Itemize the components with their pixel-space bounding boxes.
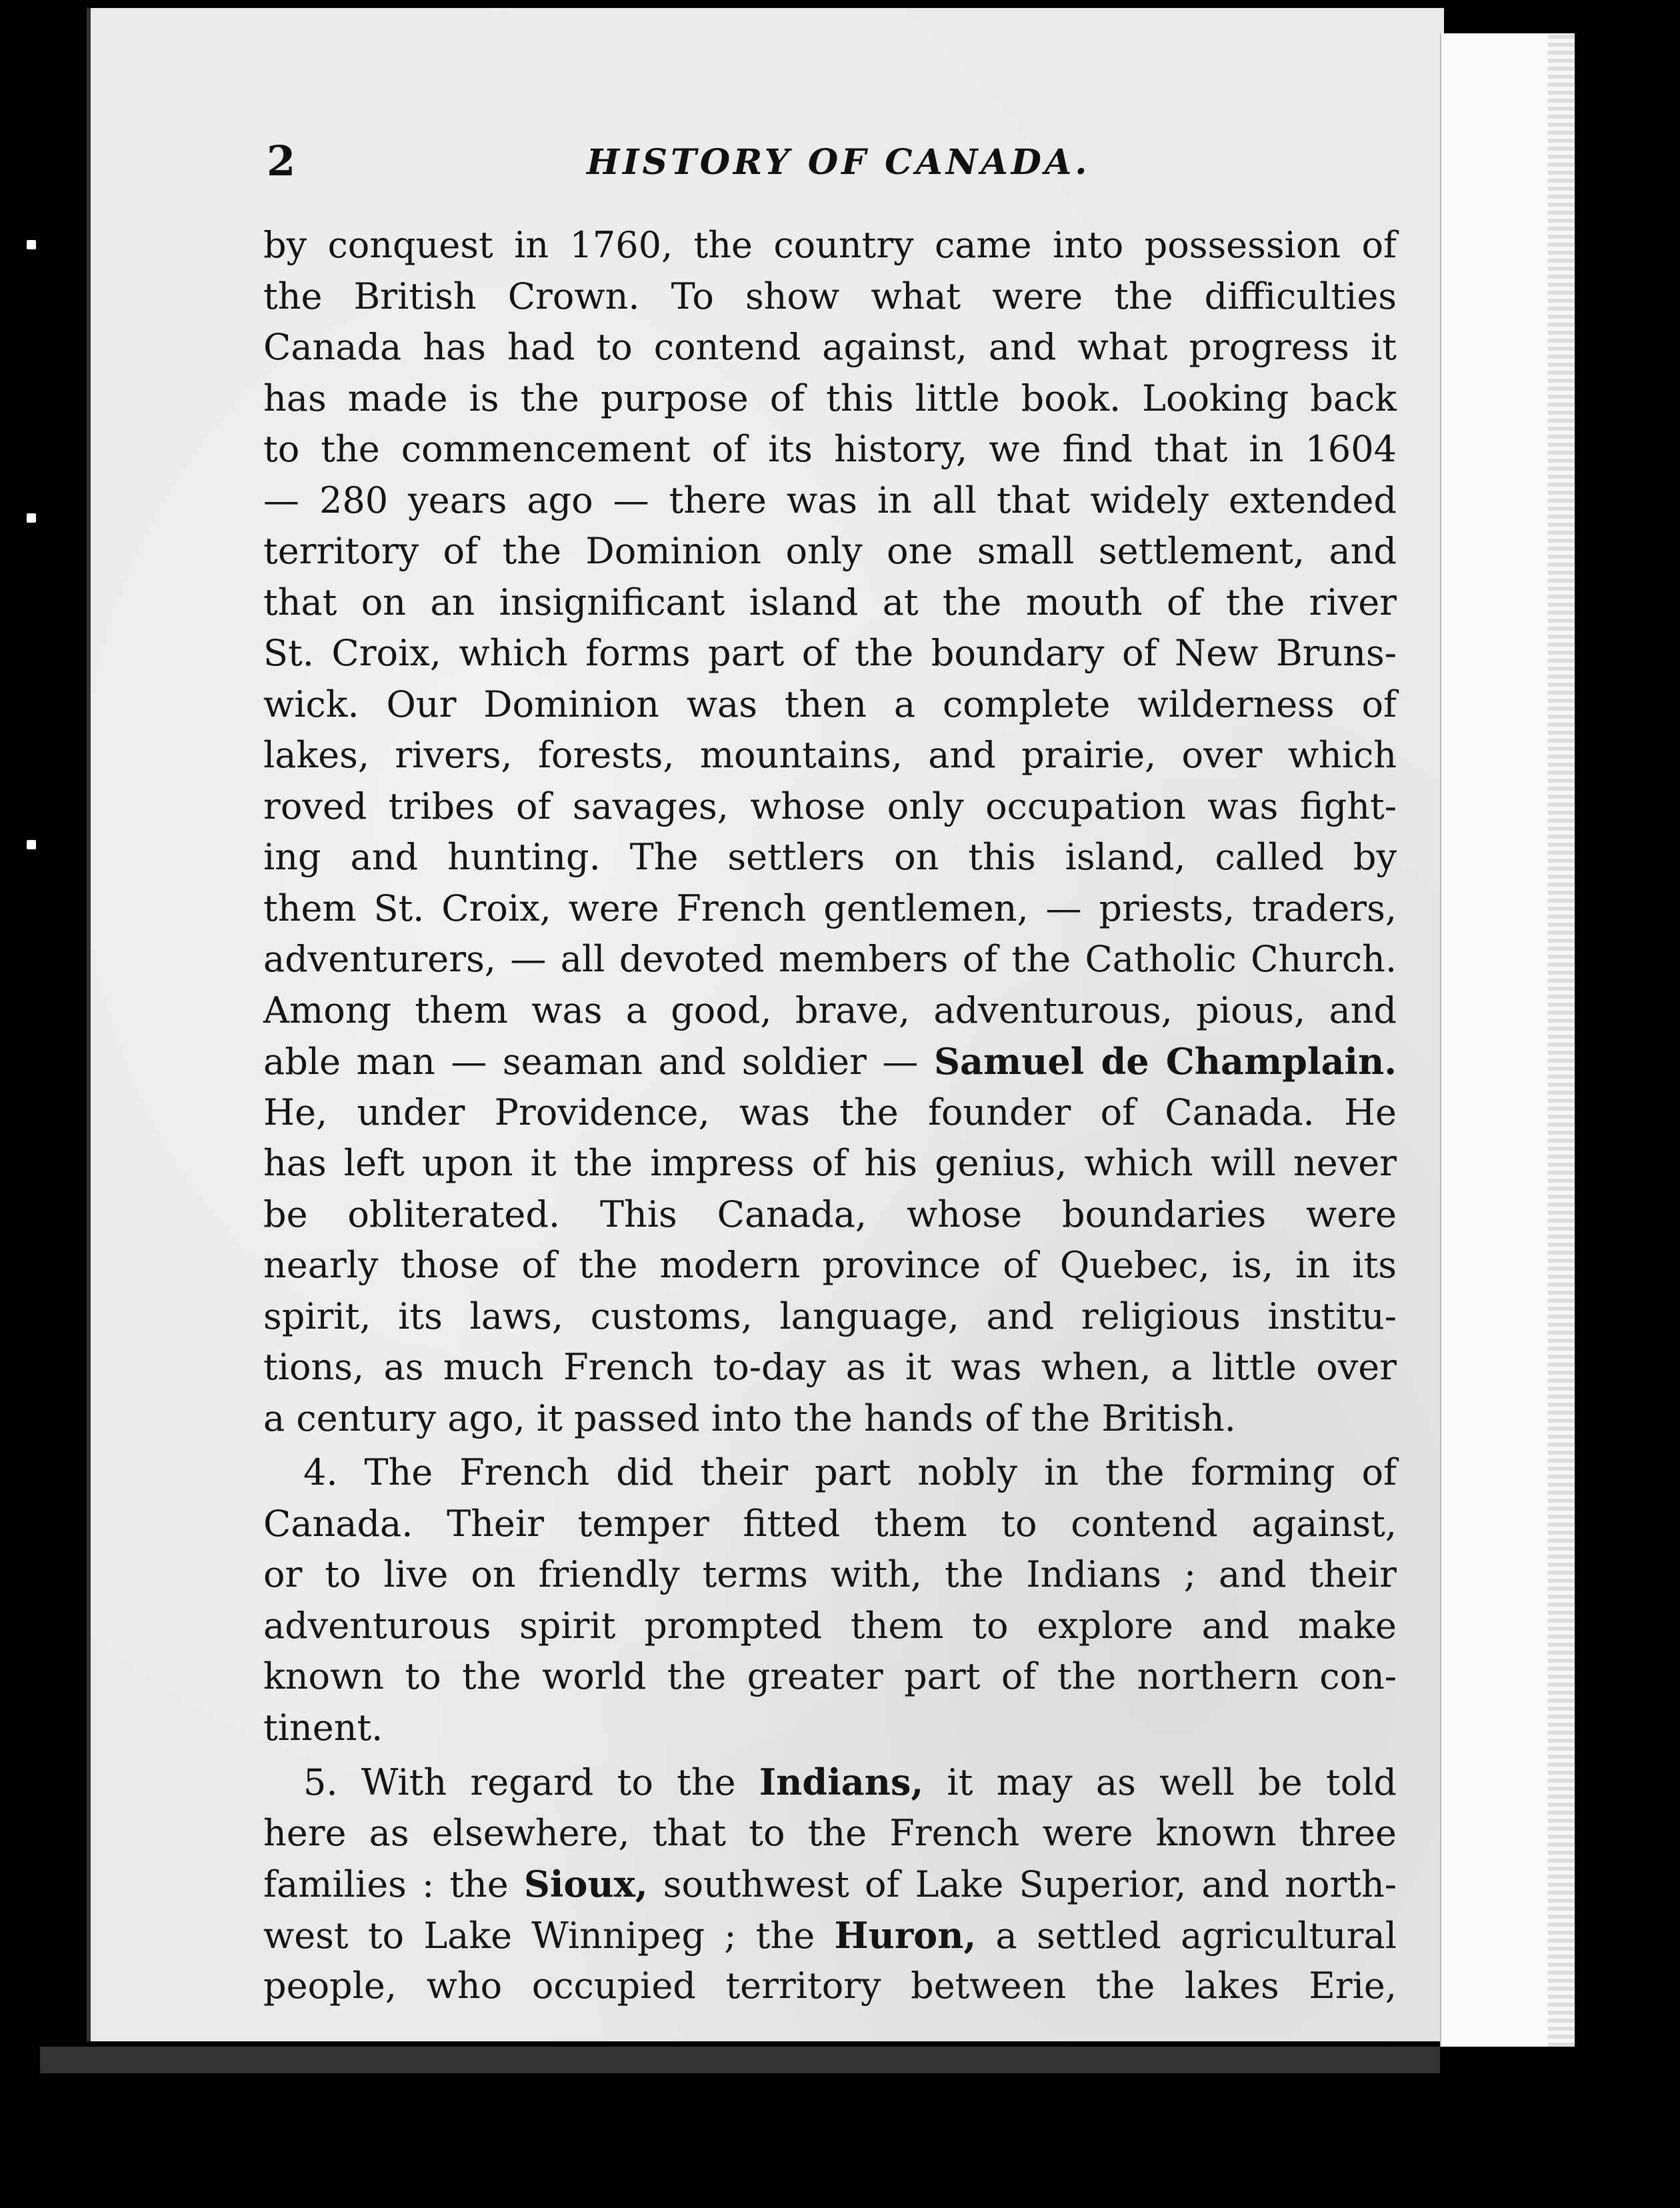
text-run: families : the	[263, 1863, 524, 1905]
text-line: here as elsewhere, that to the French were known three	[263, 1811, 1397, 1854]
page-number: 2	[267, 137, 296, 185]
text-line: tions, as much French to-day as it was when, a little over	[263, 1346, 1397, 1388]
text-line: Canada has had to contend against, and what progress it	[263, 326, 1397, 368]
paragraph	[263, 1447, 1397, 1753]
text-run: a settled agricultural	[976, 1914, 1397, 1957]
text-line: a century ago, it passed into the hands of the British.	[263, 1397, 1236, 1439]
text-line	[263, 1859, 1397, 1910]
text-run: able man — seaman and soldier —	[263, 1041, 934, 1083]
text-line: to the commencement of its history, we find that in 1604	[263, 428, 1397, 470]
text-line: wick. Our Dominion was then a complete wilderness of	[263, 683, 1397, 725]
text-line: — 280 years ago — there was in all that widely extended	[263, 479, 1397, 521]
text-line: has made is the purpose of this little book. Looking back	[263, 377, 1397, 419]
text-line: St. Croix, which forms part of the boundary of New Bruns-	[263, 632, 1397, 674]
margin-speck	[27, 513, 36, 523]
margin-speck	[27, 240, 36, 249]
scan-shadow	[40, 2047, 1440, 2073]
text-line: spirit, its laws, customs, language, and religious institu-	[263, 1295, 1397, 1337]
text-line: ing and hunting. The settlers on this island, called by	[263, 836, 1397, 878]
text-run: it may as well be told	[923, 1761, 1397, 1803]
text-line: Canada. Their temper fitted them to contend against,	[263, 1502, 1397, 1545]
body-text	[263, 220, 1397, 2012]
text-run: west to Lake Winnipeg ; the	[263, 1914, 835, 1957]
page-header	[267, 137, 1400, 190]
text-line	[263, 1036, 1397, 1087]
paragraph	[263, 220, 1397, 1444]
text-line	[263, 1757, 1397, 1808]
text-line	[263, 1910, 1397, 1961]
text-line: be obliterated. This Canada, whose boundaries were	[263, 1193, 1397, 1235]
text-run: southwest of Lake Superior, and north-	[647, 1863, 1397, 1905]
running-title: HISTORY OF CANADA.	[587, 142, 1091, 183]
page-fold-edge	[1440, 33, 1575, 2047]
bold-term: Samuel de Champlain.	[933, 1040, 1397, 1083]
text-run: 5. With regard to the	[303, 1761, 759, 1803]
bold-term: Sioux,	[523, 1863, 648, 1905]
text-line: them St. Croix, were French gentlemen, — priests, traders,	[263, 887, 1397, 929]
text-line: has left upon it the impress of his genius, which will never	[263, 1142, 1397, 1184]
text-line: 4. The French did their part nobly in the forming of	[303, 1451, 1397, 1493]
text-line: the British Crown. To show what were the difficulties	[263, 275, 1397, 317]
bold-term: Huron,	[834, 1913, 977, 1957]
text-line: territory of the Dominion only one small settlement, and	[263, 530, 1397, 572]
text-line: that on an insignificant island at the mouth of the river	[263, 581, 1397, 623]
text-line: by conquest in 1760, the country came into possession of	[263, 224, 1397, 266]
text-line: or to live on friendly terms with, the Indians ; and their	[263, 1553, 1397, 1595]
text-line: tinent.	[263, 1706, 383, 1749]
text-line: Among them was a good, brave, adventurous, pious, and	[263, 989, 1397, 1031]
margin-speck	[27, 840, 36, 849]
bold-term: Indians,	[759, 1761, 924, 1803]
text-line: lakes, rivers, forests, mountains, and prairie, over which	[263, 734, 1397, 776]
text-line: He, under Providence, was the founder of Canada. He	[263, 1091, 1397, 1133]
text-line: known to the world the greater part of the northern con-	[263, 1655, 1397, 1697]
text-line: people, who occupied territory between the lakes Erie,	[263, 1965, 1397, 2007]
text-line: adventurous spirit prompted them to explore and make	[263, 1604, 1397, 1647]
text-line: nearly those of the modern province of Quebec, is, in its	[263, 1244, 1397, 1286]
paragraph	[263, 1757, 1397, 2012]
text-line: adventurers, — all devoted members of the Catholic Church.	[263, 938, 1397, 980]
text-line: roved tribes of savages, whose only occupation was fight-	[263, 785, 1397, 827]
